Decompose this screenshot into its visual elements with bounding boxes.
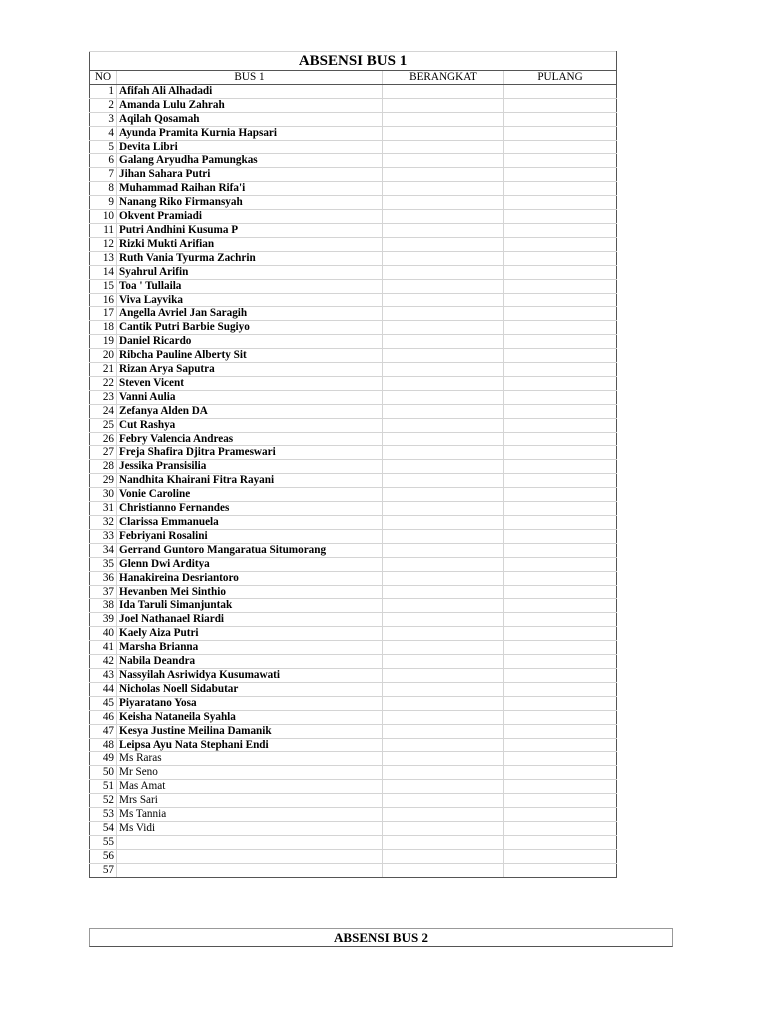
row-number: 27 bbox=[90, 446, 117, 460]
pulang-cell[interactable] bbox=[504, 599, 617, 613]
berangkat-cell[interactable] bbox=[383, 251, 504, 265]
table-row bbox=[90, 98, 617, 112]
row-number: 23 bbox=[90, 390, 117, 404]
berangkat-cell[interactable] bbox=[383, 710, 504, 724]
table-row bbox=[90, 613, 617, 627]
pulang-cell[interactable] bbox=[504, 557, 617, 571]
passenger-name: Ruth Vania Tyurma Zachrin bbox=[117, 251, 383, 265]
berangkat-cell[interactable] bbox=[383, 376, 504, 390]
table-row bbox=[90, 376, 617, 390]
row-number: 45 bbox=[90, 696, 117, 710]
table-row bbox=[90, 237, 617, 251]
pulang-cell[interactable] bbox=[504, 808, 617, 822]
row-number: 15 bbox=[90, 279, 117, 293]
pulang-cell[interactable] bbox=[504, 404, 617, 418]
pulang-cell[interactable] bbox=[504, 349, 617, 363]
berangkat-cell[interactable] bbox=[383, 321, 504, 335]
row-number: 51 bbox=[90, 780, 117, 794]
berangkat-cell[interactable] bbox=[383, 821, 504, 835]
table-row bbox=[90, 808, 617, 822]
passenger-name: Daniel Ricardo bbox=[117, 335, 383, 349]
row-number: 44 bbox=[90, 682, 117, 696]
pulang-cell[interactable] bbox=[504, 710, 617, 724]
berangkat-cell[interactable] bbox=[383, 627, 504, 641]
table-row bbox=[90, 418, 617, 432]
table-row bbox=[90, 724, 617, 738]
passenger-name: Steven Vicent bbox=[117, 376, 383, 390]
row-number: 1 bbox=[90, 84, 117, 98]
passenger-name: Kesya Justine Meilina Damanik bbox=[117, 724, 383, 738]
pulang-cell[interactable] bbox=[504, 376, 617, 390]
pulang-cell[interactable] bbox=[504, 182, 617, 196]
header-berangkat: BERANGKAT bbox=[383, 71, 504, 85]
table-row bbox=[90, 488, 617, 502]
berangkat-cell[interactable] bbox=[383, 293, 504, 307]
table-row bbox=[90, 641, 617, 655]
pulang-cell[interactable] bbox=[504, 335, 617, 349]
table-row bbox=[90, 460, 617, 474]
row-number: 47 bbox=[90, 724, 117, 738]
row-number: 40 bbox=[90, 627, 117, 641]
passenger-name bbox=[117, 849, 383, 863]
pulang-cell[interactable] bbox=[504, 724, 617, 738]
row-number: 9 bbox=[90, 196, 117, 210]
passenger-name: Ayunda Pramita Kurnia Hapsari bbox=[117, 126, 383, 140]
table-row bbox=[90, 682, 617, 696]
row-number: 48 bbox=[90, 738, 117, 752]
passenger-name: Nicholas Noell Sidabutar bbox=[117, 682, 383, 696]
pulang-cell[interactable] bbox=[504, 613, 617, 627]
berangkat-cell[interactable] bbox=[383, 210, 504, 224]
pulang-cell[interactable] bbox=[504, 794, 617, 808]
pulang-cell[interactable] bbox=[504, 668, 617, 682]
berangkat-cell[interactable] bbox=[383, 863, 504, 877]
row-number: 20 bbox=[90, 349, 117, 363]
passenger-name: Amanda Lulu Zahrah bbox=[117, 98, 383, 112]
berangkat-cell[interactable] bbox=[383, 613, 504, 627]
table-row bbox=[90, 335, 617, 349]
table-row bbox=[90, 223, 617, 237]
pulang-cell[interactable] bbox=[504, 279, 617, 293]
berangkat-cell[interactable] bbox=[383, 488, 504, 502]
row-number: 33 bbox=[90, 529, 117, 543]
passenger-name bbox=[117, 863, 383, 877]
berangkat-cell[interactable] bbox=[383, 168, 504, 182]
row-number: 24 bbox=[90, 404, 117, 418]
table-row bbox=[90, 279, 617, 293]
berangkat-cell[interactable] bbox=[383, 766, 504, 780]
passenger-name: Jihan Sahara Putri bbox=[117, 168, 383, 182]
berangkat-cell[interactable] bbox=[383, 349, 504, 363]
berangkat-cell[interactable] bbox=[383, 543, 504, 557]
row-number: 52 bbox=[90, 794, 117, 808]
berangkat-cell[interactable] bbox=[383, 585, 504, 599]
passenger-name bbox=[117, 835, 383, 849]
row-number: 35 bbox=[90, 557, 117, 571]
passenger-name: Putri Andhini Kusuma P bbox=[117, 223, 383, 237]
passenger-name: Vanni Aulia bbox=[117, 390, 383, 404]
table-row bbox=[90, 780, 617, 794]
passenger-name: Keisha Nataneila Syahla bbox=[117, 710, 383, 724]
pulang-cell[interactable] bbox=[504, 390, 617, 404]
row-number: 16 bbox=[90, 293, 117, 307]
berangkat-cell[interactable] bbox=[383, 390, 504, 404]
attendance-table-bus-1 bbox=[89, 51, 617, 878]
row-number: 54 bbox=[90, 821, 117, 835]
pulang-cell[interactable] bbox=[504, 168, 617, 182]
pulang-cell[interactable] bbox=[504, 849, 617, 863]
table-row bbox=[90, 390, 617, 404]
pulang-cell[interactable] bbox=[504, 154, 617, 168]
row-number: 4 bbox=[90, 126, 117, 140]
pulang-cell[interactable] bbox=[504, 488, 617, 502]
passenger-name: Jessika Pransisilia bbox=[117, 460, 383, 474]
pulang-cell[interactable] bbox=[504, 223, 617, 237]
passenger-name: Angella Avriel Jan Saragih bbox=[117, 307, 383, 321]
table-row bbox=[90, 210, 617, 224]
table-row bbox=[90, 112, 617, 126]
row-number: 22 bbox=[90, 376, 117, 390]
berangkat-cell[interactable] bbox=[383, 126, 504, 140]
table-row bbox=[90, 585, 617, 599]
header-bus: BUS 1 bbox=[117, 71, 383, 85]
pulang-cell[interactable] bbox=[504, 627, 617, 641]
table-row bbox=[90, 738, 617, 752]
passenger-name: Ida Taruli Simanjuntak bbox=[117, 599, 383, 613]
berangkat-cell[interactable] bbox=[383, 84, 504, 98]
berangkat-cell[interactable] bbox=[383, 571, 504, 585]
pulang-cell[interactable] bbox=[504, 418, 617, 432]
table-row bbox=[90, 752, 617, 766]
pulang-cell[interactable] bbox=[504, 210, 617, 224]
passenger-name: Clarissa Emmanuela bbox=[117, 516, 383, 530]
berangkat-cell[interactable] bbox=[383, 794, 504, 808]
berangkat-cell[interactable] bbox=[383, 724, 504, 738]
passenger-name: Ms Raras bbox=[117, 752, 383, 766]
row-number: 13 bbox=[90, 251, 117, 265]
table-row bbox=[90, 168, 617, 182]
berangkat-cell[interactable] bbox=[383, 112, 504, 126]
passenger-name: Ms Vidi bbox=[117, 821, 383, 835]
passenger-name: Piyaratano Yosa bbox=[117, 696, 383, 710]
passenger-name: Nandhita Khairani Fitra Rayani bbox=[117, 474, 383, 488]
passenger-name: Ms Tannia bbox=[117, 808, 383, 822]
passenger-name: Febriyani Rosalini bbox=[117, 529, 383, 543]
passenger-name: Mrs Sari bbox=[117, 794, 383, 808]
row-number: 3 bbox=[90, 112, 117, 126]
pulang-cell[interactable] bbox=[504, 474, 617, 488]
berangkat-cell[interactable] bbox=[383, 682, 504, 696]
passenger-name: Afifah Ali Alhadadi bbox=[117, 84, 383, 98]
pulang-cell[interactable] bbox=[504, 655, 617, 669]
table-row bbox=[90, 196, 617, 210]
berangkat-cell[interactable] bbox=[383, 655, 504, 669]
table-row bbox=[90, 84, 617, 98]
table-row bbox=[90, 516, 617, 530]
table-row bbox=[90, 710, 617, 724]
berangkat-cell[interactable] bbox=[383, 835, 504, 849]
row-number: 50 bbox=[90, 766, 117, 780]
passenger-name: Rizan Arya Saputra bbox=[117, 363, 383, 377]
pulang-cell[interactable] bbox=[504, 98, 617, 112]
row-number: 6 bbox=[90, 154, 117, 168]
passenger-name: Cut Rashya bbox=[117, 418, 383, 432]
passenger-name: Mas Amat bbox=[117, 780, 383, 794]
table-row bbox=[90, 446, 617, 460]
passenger-name: Ribcha Pauline Alberty Sit bbox=[117, 349, 383, 363]
row-number: 43 bbox=[90, 668, 117, 682]
passenger-name: Okvent Pramiadi bbox=[117, 210, 383, 224]
berangkat-cell[interactable] bbox=[383, 738, 504, 752]
table-row bbox=[90, 502, 617, 516]
pulang-cell[interactable] bbox=[504, 251, 617, 265]
table-row bbox=[90, 182, 617, 196]
passenger-name: Nanang Riko Firmansyah bbox=[117, 196, 383, 210]
row-number: 17 bbox=[90, 307, 117, 321]
pulang-cell[interactable] bbox=[504, 543, 617, 557]
table-row bbox=[90, 696, 617, 710]
table-title: ABSENSI BUS 1 bbox=[90, 52, 617, 71]
passenger-name: Cantik Putri Barbie Sugiyo bbox=[117, 321, 383, 335]
passenger-name: Nassyilah Asriwidya Kusumawati bbox=[117, 668, 383, 682]
table-row bbox=[90, 794, 617, 808]
pulang-cell[interactable] bbox=[504, 752, 617, 766]
berangkat-cell[interactable] bbox=[383, 529, 504, 543]
pulang-cell[interactable] bbox=[504, 307, 617, 321]
passenger-name: Syahrul Arifin bbox=[117, 265, 383, 279]
table-row bbox=[90, 543, 617, 557]
row-number: 12 bbox=[90, 237, 117, 251]
berangkat-cell[interactable] bbox=[383, 154, 504, 168]
row-number: 38 bbox=[90, 599, 117, 613]
passenger-name: Aqilah Qosamah bbox=[117, 112, 383, 126]
berangkat-cell[interactable] bbox=[383, 404, 504, 418]
passenger-name: Muhammad Raihan Rifa'i bbox=[117, 182, 383, 196]
passenger-name: Devita Libri bbox=[117, 140, 383, 154]
passenger-name: Viva Layvika bbox=[117, 293, 383, 307]
berangkat-cell[interactable] bbox=[383, 849, 504, 863]
berangkat-cell[interactable] bbox=[383, 446, 504, 460]
table-row bbox=[90, 599, 617, 613]
row-number: 21 bbox=[90, 363, 117, 377]
row-number: 39 bbox=[90, 613, 117, 627]
pulang-cell[interactable] bbox=[504, 863, 617, 877]
pulang-cell[interactable] bbox=[504, 363, 617, 377]
table-row bbox=[90, 571, 617, 585]
row-number: 14 bbox=[90, 265, 117, 279]
row-number: 46 bbox=[90, 710, 117, 724]
table-row bbox=[90, 265, 617, 279]
pulang-cell[interactable] bbox=[504, 585, 617, 599]
berangkat-cell[interactable] bbox=[383, 363, 504, 377]
row-number: 55 bbox=[90, 835, 117, 849]
pulang-cell[interactable] bbox=[504, 112, 617, 126]
pulang-cell[interactable] bbox=[504, 502, 617, 516]
berangkat-cell[interactable] bbox=[383, 474, 504, 488]
table-row bbox=[90, 363, 617, 377]
berangkat-cell[interactable] bbox=[383, 223, 504, 237]
pulang-cell[interactable] bbox=[504, 126, 617, 140]
passenger-name: Hanakireina Desriantoro bbox=[117, 571, 383, 585]
table-row bbox=[90, 321, 617, 335]
pulang-cell[interactable] bbox=[504, 196, 617, 210]
table-row bbox=[90, 627, 617, 641]
passenger-name: Hevanben Mei Sinthio bbox=[117, 585, 383, 599]
berangkat-cell[interactable] bbox=[383, 418, 504, 432]
passenger-name: Freja Shafira Djitra Prameswari bbox=[117, 446, 383, 460]
table-row bbox=[90, 126, 617, 140]
table-row bbox=[90, 849, 617, 863]
pulang-cell[interactable] bbox=[504, 529, 617, 543]
row-number: 7 bbox=[90, 168, 117, 182]
table-row bbox=[90, 766, 617, 780]
berangkat-cell[interactable] bbox=[383, 265, 504, 279]
table-row bbox=[90, 529, 617, 543]
pulang-cell[interactable] bbox=[504, 446, 617, 460]
passenger-name: Marsha Brianna bbox=[117, 641, 383, 655]
row-number: 11 bbox=[90, 223, 117, 237]
row-number: 2 bbox=[90, 98, 117, 112]
pulang-cell[interactable] bbox=[504, 780, 617, 794]
row-number: 26 bbox=[90, 432, 117, 446]
row-number: 8 bbox=[90, 182, 117, 196]
header-pulang: PULANG bbox=[504, 71, 617, 85]
berangkat-cell[interactable] bbox=[383, 196, 504, 210]
row-number: 57 bbox=[90, 863, 117, 877]
passenger-name: Galang Aryudha Pamungkas bbox=[117, 154, 383, 168]
pulang-cell[interactable] bbox=[504, 682, 617, 696]
berangkat-cell[interactable] bbox=[383, 516, 504, 530]
pulang-cell[interactable] bbox=[504, 821, 617, 835]
table-row bbox=[90, 140, 617, 154]
attendance-rows bbox=[90, 84, 617, 877]
passenger-name: Joel Nathanael Riardi bbox=[117, 613, 383, 627]
table-row bbox=[90, 557, 617, 571]
passenger-name: Vonie Caroline bbox=[117, 488, 383, 502]
berangkat-cell[interactable] bbox=[383, 335, 504, 349]
passenger-name: Mr Seno bbox=[117, 766, 383, 780]
passenger-name: Christianno Fernandes bbox=[117, 502, 383, 516]
row-number: 41 bbox=[90, 641, 117, 655]
row-number: 36 bbox=[90, 571, 117, 585]
row-number: 30 bbox=[90, 488, 117, 502]
passenger-name: Rizki Mukti Arifian bbox=[117, 237, 383, 251]
table-row bbox=[90, 293, 617, 307]
table-row bbox=[90, 404, 617, 418]
passenger-name: Leipsa Ayu Nata Stephani Endi bbox=[117, 738, 383, 752]
row-number: 19 bbox=[90, 335, 117, 349]
berangkat-cell[interactable] bbox=[383, 182, 504, 196]
berangkat-cell[interactable] bbox=[383, 432, 504, 446]
row-number: 29 bbox=[90, 474, 117, 488]
berangkat-cell[interactable] bbox=[383, 808, 504, 822]
table-row bbox=[90, 432, 617, 446]
row-number: 49 bbox=[90, 752, 117, 766]
row-number: 53 bbox=[90, 808, 117, 822]
row-number: 37 bbox=[90, 585, 117, 599]
row-number: 10 bbox=[90, 210, 117, 224]
row-number: 56 bbox=[90, 849, 117, 863]
berangkat-cell[interactable] bbox=[383, 780, 504, 794]
row-number: 28 bbox=[90, 460, 117, 474]
passenger-name: Gerrand Guntoro Mangaratua Situmorang bbox=[117, 543, 383, 557]
pulang-cell[interactable] bbox=[504, 140, 617, 154]
berangkat-cell[interactable] bbox=[383, 557, 504, 571]
pulang-cell[interactable] bbox=[504, 696, 617, 710]
table-row bbox=[90, 349, 617, 363]
row-number: 25 bbox=[90, 418, 117, 432]
berangkat-cell[interactable] bbox=[383, 279, 504, 293]
pulang-cell[interactable] bbox=[504, 321, 617, 335]
pulang-cell[interactable] bbox=[504, 571, 617, 585]
berangkat-cell[interactable] bbox=[383, 641, 504, 655]
pulang-cell[interactable] bbox=[504, 432, 617, 446]
passenger-name: Febry Valencia Andreas bbox=[117, 432, 383, 446]
berangkat-cell[interactable] bbox=[383, 696, 504, 710]
berangkat-cell[interactable] bbox=[383, 752, 504, 766]
berangkat-cell[interactable] bbox=[383, 140, 504, 154]
table-row bbox=[90, 251, 617, 265]
table-row bbox=[90, 154, 617, 168]
pulang-cell[interactable] bbox=[504, 835, 617, 849]
pulang-cell[interactable] bbox=[504, 641, 617, 655]
berangkat-cell[interactable] bbox=[383, 307, 504, 321]
row-number: 34 bbox=[90, 543, 117, 557]
passenger-name: Toa ' Tullaila bbox=[117, 279, 383, 293]
row-number: 32 bbox=[90, 516, 117, 530]
passenger-name: Glenn Dwi Arditya bbox=[117, 557, 383, 571]
passenger-name: Kaely Aiza Putri bbox=[117, 627, 383, 641]
passenger-name: Zefanya Alden DA bbox=[117, 404, 383, 418]
table-row bbox=[90, 474, 617, 488]
pulang-cell[interactable] bbox=[504, 516, 617, 530]
table-row bbox=[90, 863, 617, 877]
berangkat-cell[interactable] bbox=[383, 460, 504, 474]
pulang-cell[interactable] bbox=[504, 738, 617, 752]
pulang-cell[interactable] bbox=[504, 265, 617, 279]
row-number: 5 bbox=[90, 140, 117, 154]
berangkat-cell[interactable] bbox=[383, 502, 504, 516]
passenger-name: Nabila Deandra bbox=[117, 655, 383, 669]
table-row bbox=[90, 655, 617, 669]
pulang-cell[interactable] bbox=[504, 293, 617, 307]
berangkat-cell[interactable] bbox=[383, 237, 504, 251]
berangkat-cell[interactable] bbox=[383, 599, 504, 613]
pulang-cell[interactable] bbox=[504, 460, 617, 474]
table-row bbox=[90, 835, 617, 849]
berangkat-cell[interactable] bbox=[383, 98, 504, 112]
row-number: 31 bbox=[90, 502, 117, 516]
row-number: 18 bbox=[90, 321, 117, 335]
row-number: 42 bbox=[90, 655, 117, 669]
bus-2-title: ABSENSI BUS 2 bbox=[89, 928, 673, 947]
berangkat-cell[interactable] bbox=[383, 668, 504, 682]
header-no: NO bbox=[90, 71, 117, 85]
pulang-cell[interactable] bbox=[504, 766, 617, 780]
pulang-cell[interactable] bbox=[504, 237, 617, 251]
pulang-cell[interactable] bbox=[504, 84, 617, 98]
table-row bbox=[90, 307, 617, 321]
table-row bbox=[90, 821, 617, 835]
table-row bbox=[90, 668, 617, 682]
